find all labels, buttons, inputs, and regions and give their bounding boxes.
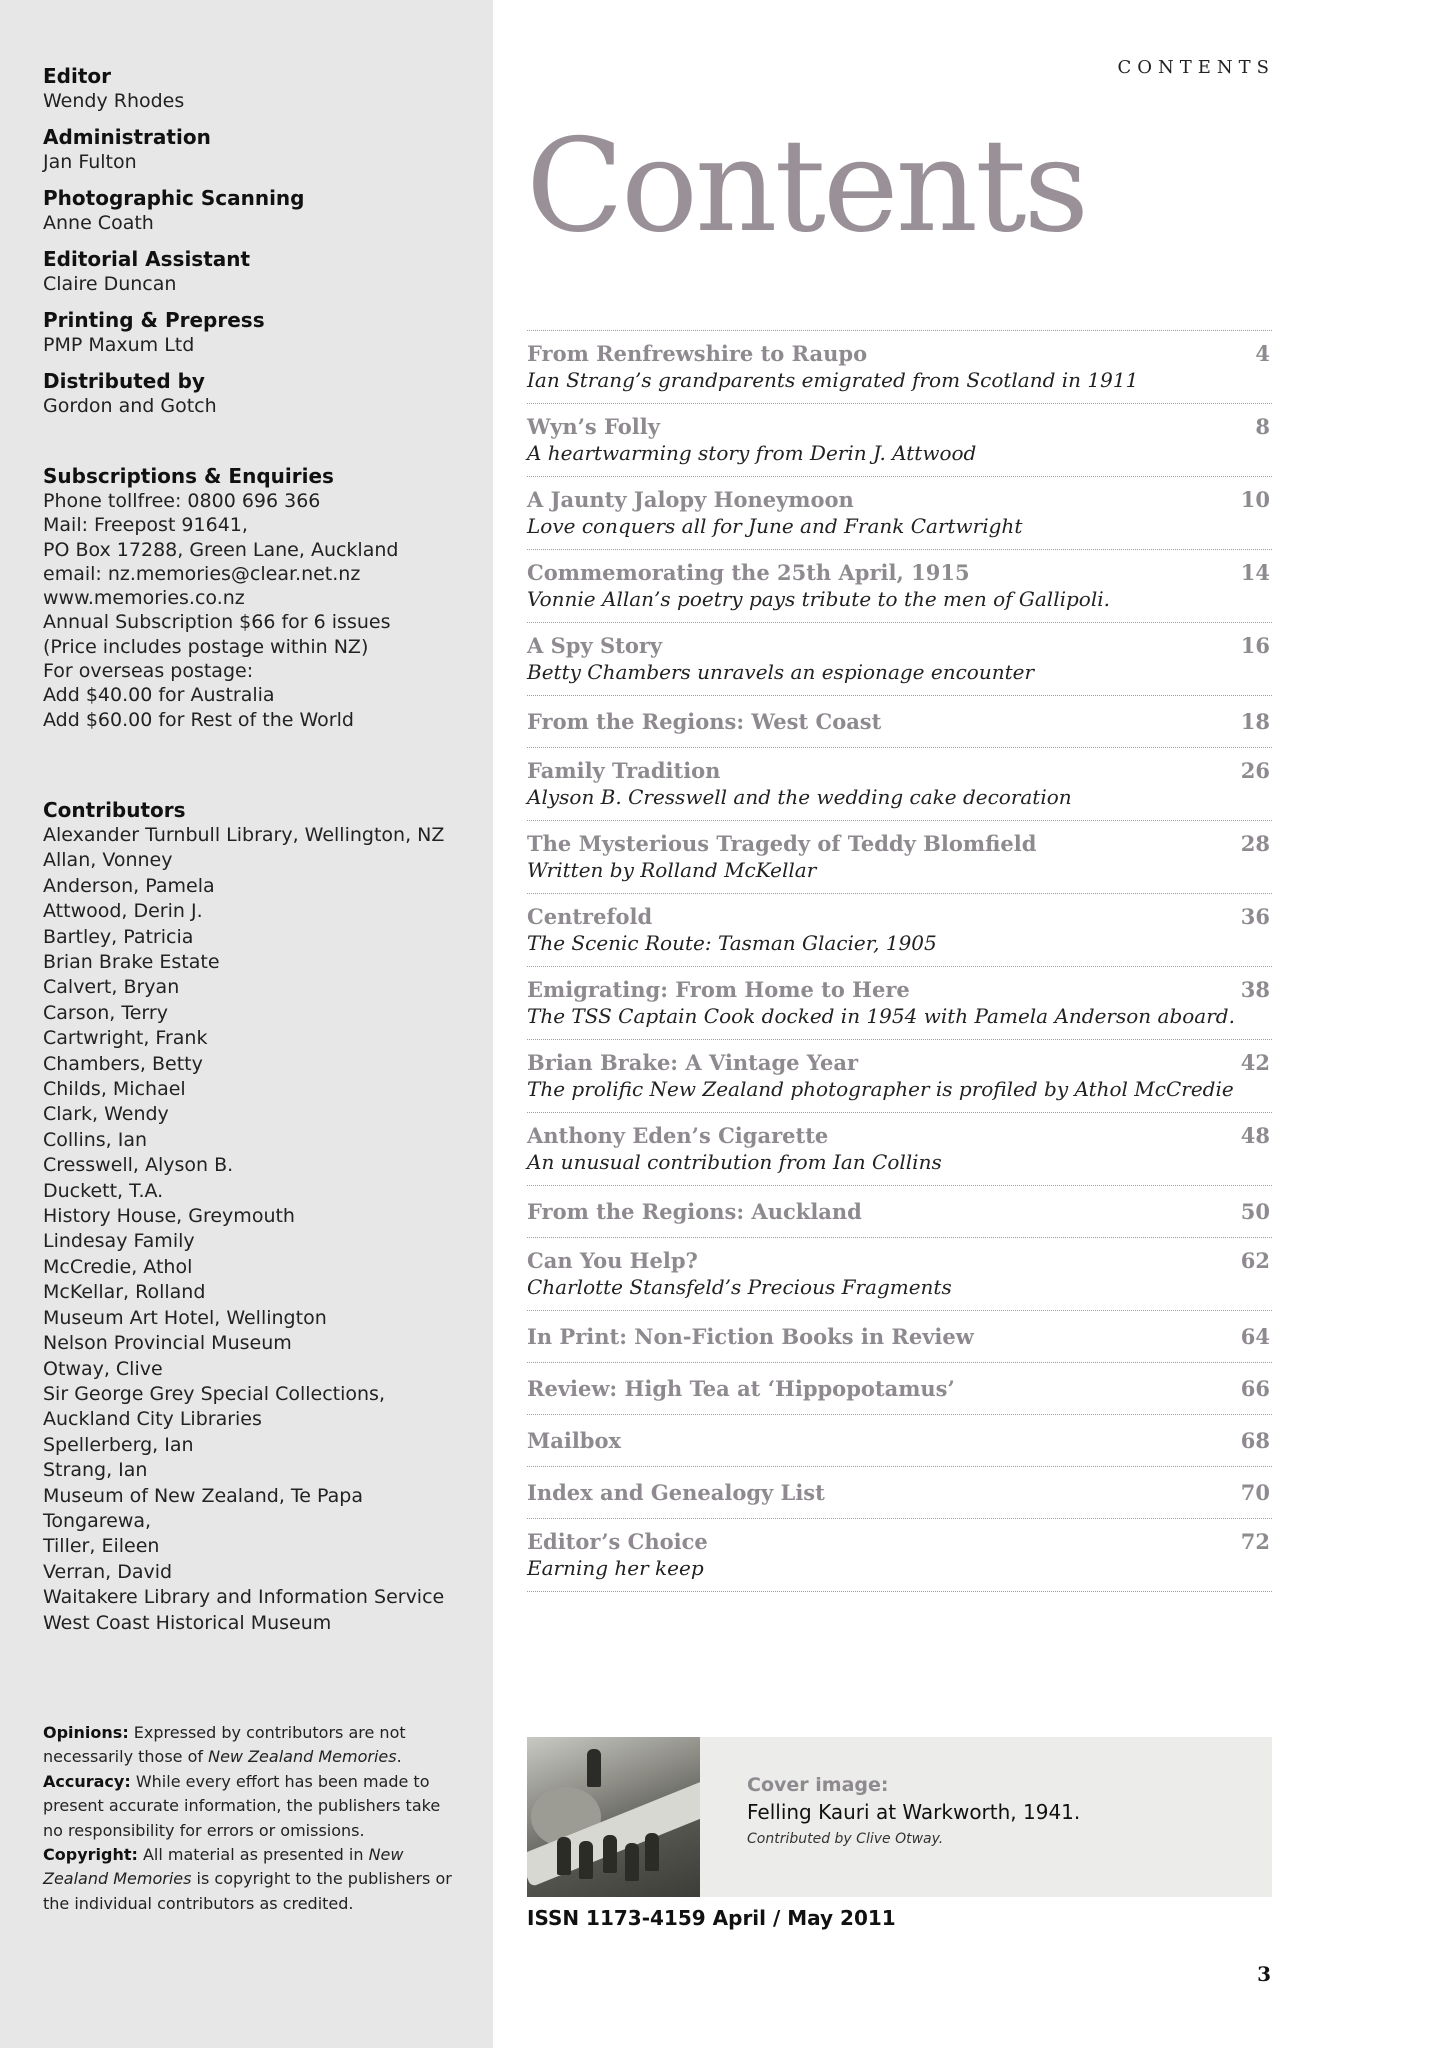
toc-subtitle: Earning her keep bbox=[527, 1556, 704, 1580]
toc-page-number: 62 bbox=[1240, 1248, 1270, 1273]
staff-item bbox=[43, 369, 463, 418]
subscription-line: Add $60.00 for Rest of the World bbox=[43, 708, 354, 731]
toc-subtitle: Love conquers all for June and Frank Cartwright bbox=[527, 514, 1023, 538]
contributor-name: Tiller, Eileen bbox=[43, 1535, 160, 1558]
toc-entry bbox=[527, 1186, 1272, 1238]
contributors-list bbox=[43, 823, 463, 1636]
copyright-label: Copyright: bbox=[43, 1845, 138, 1865]
toc-page-number: 68 bbox=[1240, 1428, 1270, 1453]
toc-page-number: 10 bbox=[1240, 487, 1270, 512]
contributor-name: Verran, David bbox=[43, 1560, 173, 1583]
contributor-name: Strang, Ian bbox=[43, 1459, 148, 1482]
toc-page-number: 26 bbox=[1240, 758, 1270, 783]
staff-name: Gordon and Gotch bbox=[43, 395, 217, 417]
subscription-line: email: nz.memories@clear.net.nz bbox=[43, 562, 361, 585]
toc-page-number: 4 bbox=[1255, 341, 1270, 366]
toc-title: The Mysterious Tragedy of Teddy Blomfield bbox=[527, 831, 1037, 856]
page-number: 3 bbox=[1257, 1962, 1271, 1986]
contributor-name: Cartwright, Frank bbox=[43, 1027, 208, 1050]
masthead-content bbox=[43, 64, 463, 1636]
contributor-name: Nelson Provincial Museum bbox=[43, 1332, 292, 1355]
staff-item bbox=[43, 64, 463, 113]
staff-item bbox=[43, 247, 463, 296]
toc-subtitle: Charlotte Stansfeld’s Precious Fragments bbox=[527, 1275, 952, 1299]
toc-subtitle: Betty Chambers unravels an espionage encounter bbox=[527, 660, 1035, 684]
contributor-name: Calvert, Bryan bbox=[43, 976, 180, 999]
masthead-sidebar bbox=[0, 0, 493, 2048]
contributor-name: Alexander Turnbull Library, Wellington, NZ bbox=[43, 823, 445, 846]
cover-title: Felling Kauri at Warkworth, 1941. bbox=[747, 1800, 1081, 1824]
toc-entry bbox=[527, 404, 1272, 477]
accuracy-text: While every effort has been made to present accurate information, the publishers take no responsibility for errors or omissions. bbox=[43, 1771, 441, 1840]
contributor-name: Childs, Michael bbox=[43, 1078, 186, 1101]
toc-title: Wyn’s Folly bbox=[527, 414, 660, 439]
toc-entry bbox=[527, 894, 1272, 967]
toc-page-number: 18 bbox=[1240, 709, 1270, 734]
section-header: CONTENTS bbox=[1117, 57, 1275, 78]
toc-entry bbox=[527, 550, 1272, 623]
contributor-name: Auckland City Libraries bbox=[43, 1408, 262, 1431]
toc-subtitle: Written by Rolland McKellar bbox=[527, 858, 817, 882]
toc-entry bbox=[527, 748, 1272, 821]
toc-page-number: 72 bbox=[1240, 1529, 1270, 1554]
toc-entry bbox=[527, 1415, 1272, 1467]
toc-entry bbox=[527, 696, 1272, 748]
toc-title: From Renfrewshire to Raupo bbox=[527, 341, 868, 366]
toc-page-number: 42 bbox=[1240, 1050, 1270, 1075]
contributor-name: Chambers, Betty bbox=[43, 1052, 203, 1075]
subscriptions-lines bbox=[43, 489, 463, 732]
toc-title: Brian Brake: A Vintage Year bbox=[527, 1050, 859, 1075]
toc-title: Editor’s Choice bbox=[527, 1529, 708, 1554]
cover-image-box bbox=[527, 1737, 1272, 1897]
contributor-name: Spellerberg, Ian bbox=[43, 1433, 194, 1456]
publication-name: New Zealand Memories bbox=[208, 1747, 397, 1767]
subscription-line: (Price includes postage within NZ) bbox=[43, 635, 369, 658]
contributor-name: Carson, Terry bbox=[43, 1001, 168, 1024]
toc-title: From the Regions: Auckland bbox=[527, 1199, 862, 1224]
staff-role: Printing & Prepress bbox=[43, 308, 265, 332]
toc-subtitle: The prolific New Zealand photographer is profiled by Athol McCredie bbox=[527, 1077, 1234, 1101]
toc-page-number: 36 bbox=[1240, 904, 1270, 929]
table-of-contents bbox=[527, 330, 1272, 1592]
contributor-name: Otway, Clive bbox=[43, 1357, 163, 1380]
contributor-name: Museum Art Hotel, Wellington bbox=[43, 1306, 327, 1329]
cover-caption bbox=[747, 1773, 1080, 1851]
contributor-name: West Coast Historical Museum bbox=[43, 1611, 332, 1634]
subscriptions-block bbox=[43, 464, 463, 732]
contributor-name: Duckett, T.A. bbox=[43, 1179, 164, 1202]
toc-entry bbox=[527, 1113, 1272, 1186]
contributor-name: History House, Greymouth bbox=[43, 1205, 295, 1228]
cover-label: Cover image: bbox=[747, 1774, 889, 1796]
toc-entry bbox=[527, 1467, 1272, 1519]
toc-entry bbox=[527, 331, 1272, 404]
toc-page-number: 14 bbox=[1240, 560, 1270, 585]
cover-photo bbox=[527, 1737, 700, 1897]
staff-role: Administration bbox=[43, 125, 211, 149]
contributors-block bbox=[43, 798, 463, 1636]
toc-entry bbox=[527, 1519, 1272, 1592]
toc-page-number: 64 bbox=[1240, 1324, 1270, 1349]
toc-subtitle: Ian Strang’s grandparents emigrated from Scotland in 1911 bbox=[527, 368, 1139, 392]
opinions-text: Expressed by contributors are not necessarily those of bbox=[43, 1723, 406, 1767]
toc-subtitle: Alyson B. Cresswell and the wedding cake decoration bbox=[527, 785, 1072, 809]
accuracy-label: Accuracy: bbox=[43, 1771, 131, 1791]
toc-title: Emigrating: From Home to Here bbox=[527, 977, 910, 1002]
contributor-name: Bartley, Patricia bbox=[43, 925, 194, 948]
toc-entry bbox=[527, 1363, 1272, 1415]
toc-title: A Spy Story bbox=[527, 633, 663, 658]
toc-page-number: 50 bbox=[1240, 1199, 1270, 1224]
contributor-name: Cresswell, Alyson B. bbox=[43, 1154, 234, 1177]
toc-page-number: 48 bbox=[1240, 1123, 1270, 1148]
toc-title: Commemorating the 25th April, 1915 bbox=[527, 560, 970, 585]
contributor-name: Attwood, Derin J. bbox=[43, 900, 203, 923]
subscription-line: Mail: Freepost 91641, bbox=[43, 514, 248, 537]
opinions-end: . bbox=[396, 1747, 402, 1767]
toc-page-number: 8 bbox=[1255, 414, 1270, 439]
staff-name: Claire Duncan bbox=[43, 273, 177, 295]
toc-entry bbox=[527, 1238, 1272, 1311]
toc-page-number: 28 bbox=[1240, 831, 1270, 856]
opinions-label: Opinions: bbox=[43, 1723, 129, 1742]
staff-role: Photographic Scanning bbox=[43, 186, 305, 210]
subscription-line: Add $40.00 for Australia bbox=[43, 684, 275, 707]
toc-subtitle: The Scenic Route: Tasman Glacier, 1905 bbox=[527, 931, 937, 955]
staff-role: Editor bbox=[43, 64, 111, 88]
contributor-name: Lindesay Family bbox=[43, 1230, 195, 1253]
toc-entry bbox=[527, 623, 1272, 696]
subscription-line: For overseas postage: bbox=[43, 660, 254, 683]
staff-item bbox=[43, 186, 463, 235]
toc-title: From the Regions: West Coast bbox=[527, 709, 882, 734]
subscription-line: Phone tollfree: 0800 696 366 bbox=[43, 490, 321, 512]
contributor-name: Clark, Wendy bbox=[43, 1103, 169, 1126]
toc-subtitle: The TSS Captain Cook docked in 1954 with Pamela Anderson aboard. bbox=[527, 1004, 1235, 1028]
toc-page-number: 38 bbox=[1240, 977, 1270, 1002]
toc-subtitle: A heartwarming story from Derin J. Attwood bbox=[527, 441, 977, 465]
contributor-name: McKellar, Rolland bbox=[43, 1281, 206, 1304]
staff-name: Wendy Rhodes bbox=[43, 90, 185, 112]
toc-page-number: 70 bbox=[1240, 1480, 1270, 1505]
toc-entry bbox=[527, 967, 1272, 1040]
toc-title: Anthony Eden’s Cigarette bbox=[527, 1123, 829, 1148]
staff-role: Distributed by bbox=[43, 369, 205, 393]
contributor-name: McCredie, Athol bbox=[43, 1255, 193, 1278]
toc-title: Centrefold bbox=[527, 904, 653, 929]
contributors-heading: Contributors bbox=[43, 797, 186, 822]
toc-title: Family Tradition bbox=[527, 758, 721, 783]
toc-subtitle: An unusual contribution from Ian Collins bbox=[527, 1150, 942, 1174]
toc-entry bbox=[527, 477, 1272, 550]
toc-title: A Jaunty Jalopy Honeymoon bbox=[527, 487, 854, 512]
subscription-line: PO Box 17288, Green Lane, Auckland bbox=[43, 538, 399, 561]
staff-name: PMP Maxum Ltd bbox=[43, 334, 195, 356]
toc-title: Index and Genealogy List bbox=[527, 1480, 825, 1505]
subscriptions-heading: Subscriptions & Enquiries bbox=[43, 464, 334, 488]
contributor-name: Museum of New Zealand, Te Papa bbox=[43, 1484, 363, 1507]
subscription-line: www.memories.co.nz bbox=[43, 587, 245, 610]
copyright-text: All material as presented in bbox=[137, 1845, 369, 1865]
toc-entry bbox=[527, 1040, 1272, 1113]
toc-title: Mailbox bbox=[527, 1428, 622, 1453]
staff-item bbox=[43, 308, 463, 357]
toc-title: Review: High Tea at ‘Hippopotamus’ bbox=[527, 1376, 955, 1401]
toc-title: In Print: Non-Fiction Books in Review bbox=[527, 1324, 974, 1349]
toc-subtitle: Vonnie Allan’s poetry pays tribute to the men of Gallipoli. bbox=[527, 587, 1110, 611]
toc-page-number: 66 bbox=[1240, 1376, 1270, 1401]
toc-title: Can You Help? bbox=[527, 1248, 698, 1273]
subscription-line: Annual Subscription $66 for 6 issues bbox=[43, 611, 391, 634]
contributor-name: Tongarewa, bbox=[43, 1509, 152, 1532]
contributor-name: Sir George Grey Special Collections, bbox=[43, 1382, 385, 1405]
contributor-name: Collins, Ian bbox=[43, 1128, 148, 1151]
toc-entry bbox=[527, 1311, 1272, 1363]
staff-item bbox=[43, 125, 463, 174]
legal-notice bbox=[43, 1721, 453, 1916]
staff-list bbox=[43, 64, 463, 418]
staff-role: Editorial Assistant bbox=[43, 247, 251, 271]
toc-entry bbox=[527, 821, 1272, 894]
staff-name: Anne Coath bbox=[43, 212, 154, 234]
publication-name: New Zealand Memories bbox=[43, 1845, 404, 1889]
contributor-name: Anderson, Pamela bbox=[43, 874, 215, 897]
page-title: Contents bbox=[526, 112, 1087, 261]
staff-name: Jan Fulton bbox=[43, 151, 137, 173]
contributor-name: Waitakere Library and Information Service bbox=[43, 1586, 445, 1609]
contributor-name: Brian Brake Estate bbox=[43, 951, 220, 973]
copyright-text-end: is copyright to the publishers or the individual contributors as credited. bbox=[43, 1869, 452, 1913]
cover-credit: Contributed by Clive Otway. bbox=[747, 1831, 944, 1847]
toc-page-number: 16 bbox=[1240, 633, 1270, 658]
contributor-name: Allan, Vonney bbox=[43, 849, 173, 872]
issn-line: ISSN 1173-4159 April / May 2011 bbox=[527, 1906, 896, 1930]
